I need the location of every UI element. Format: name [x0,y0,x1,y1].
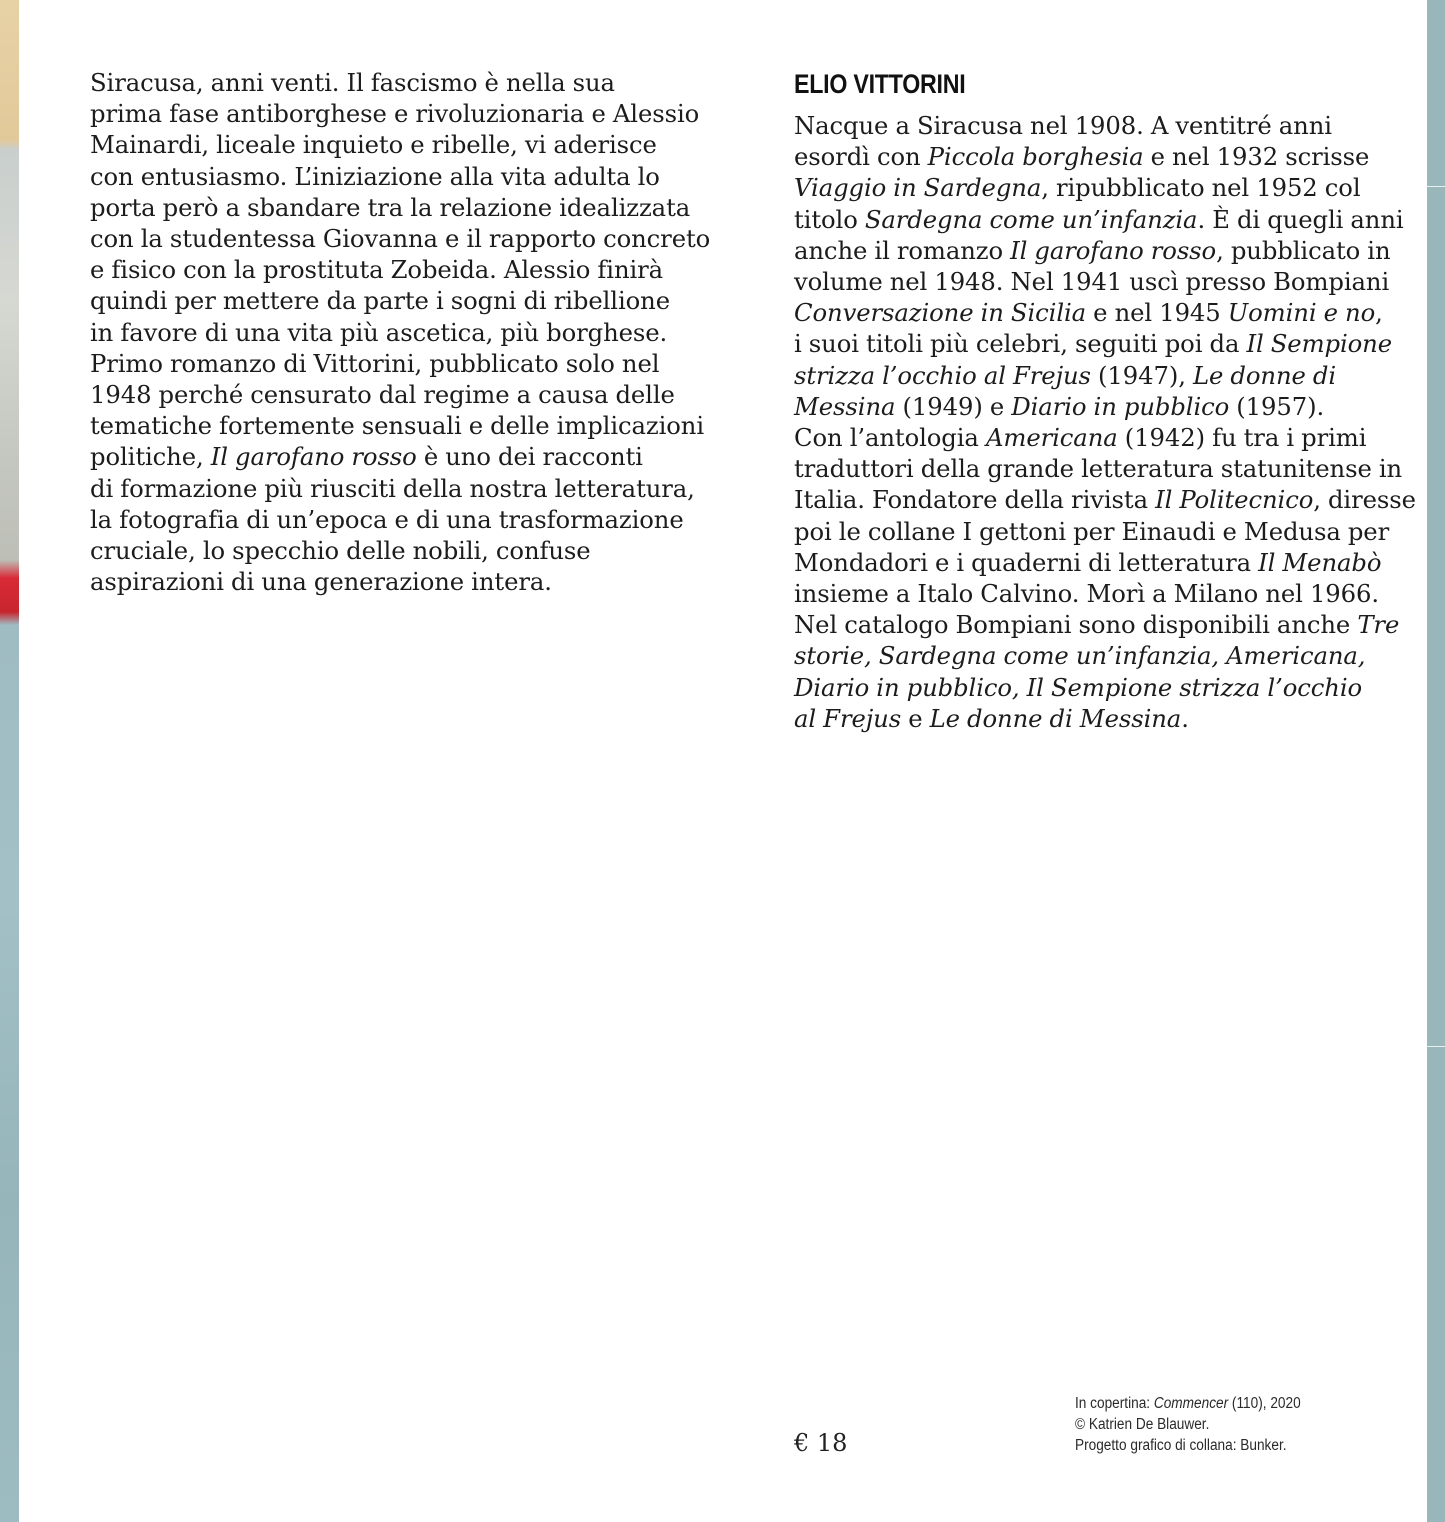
text-run: con entusiasmo. L’iniziazione alla vita adulta lo [90,161,660,191]
text-run: anche il romanzo [794,235,1011,265]
italic-title: Il garofano rosso [1010,235,1217,265]
text-run: . È di quegli anni [1197,204,1404,234]
cover-credit-line [1075,1393,1365,1414]
cover-credits [1075,1393,1365,1456]
italic-title: Il Politecnico [1155,485,1314,515]
text-run: , ripubblicato nel 1952 col [1041,173,1361,203]
text-line [794,235,1394,266]
text-run: titolo [794,204,865,234]
text-run: con la studentessa Giovanna e il rapporto concreto [90,224,711,254]
cover-credit-suffix: (110), 2020 [1228,1395,1301,1412]
italic-title: Uomini e no [1227,298,1376,328]
text-line [90,192,691,223]
design-credit-line: Progetto grafico di collana: Bunker. [1075,1437,1287,1454]
text-run: (1947), [1090,360,1193,390]
text-run: Nel catalogo Bompiani sono disponibili anche [794,610,1358,640]
text-run: Italia. Fondatore della rivista [794,485,1156,515]
text-line [794,547,1394,578]
text-run: tematiche fortemente sensuali e delle implicazioni [90,411,705,441]
text-run: è uno dei racconti [416,442,643,472]
italic-title: Sardegna come un’infanzia [864,204,1198,234]
edge-tick [1427,186,1445,187]
text-line [90,98,700,129]
italic-title: Viaggio in Sardegna [794,173,1042,203]
cover-artwork-edge-right [1427,0,1445,1522]
italic-title: storie, Sardegna come un’infanzia, Americana, [794,641,1366,671]
author-bio [794,110,1416,734]
text-line [794,297,1394,328]
text-line [90,67,670,98]
text-run: Primo romanzo di Vittorini, pubblicato solo nel [90,348,660,378]
text-line [90,410,705,441]
text-run: esordì con [794,142,928,172]
text-line [794,422,1394,453]
italic-title: Diario in pubblico, Il Sempione strizza l’occhio [794,672,1363,702]
text-run: Con l’antologia [794,423,986,453]
text-line [90,473,695,504]
text-run: Nacque a Siracusa nel 1908. A ventitré anni [794,111,1332,140]
copyright-line: © Katrien De Blauwer. [1075,1416,1210,1433]
text-line [794,328,1394,359]
text-run: porta però a sbandare tra la relazione idealizzata [90,192,691,222]
italic-title: al Frejus [794,703,902,733]
text-run: (1942) fu tra i primi [1117,423,1367,453]
text-run: la fotografia di un’epoca e di una trasformazione [90,504,684,534]
text-line [794,672,1394,703]
text-line [90,441,670,472]
italic-title: Le donne di Messina [929,703,1182,733]
text-run: poi le collane I gettoni per Einaudi e Medusa per [794,516,1390,546]
text-line [794,172,1394,203]
text-run: in favore di una vita più ascetica, più borghese. [90,317,668,347]
text-line [90,535,670,566]
text-run: volume nel 1948. Nel 1941 uscì presso Bompiani [794,267,1390,297]
text-line [90,285,670,316]
text-line [794,484,1416,515]
text-line [90,317,670,348]
text-run: politiche, [90,442,211,472]
text-line [794,640,1394,671]
italic-title: strizza l’occhio al Frejus [794,360,1091,390]
text-line [90,129,670,160]
text-run: di formazione più riusciti della nostra letteratura, [90,473,695,503]
author-heading: ELIO VITTORINI [794,69,966,99]
text-run: cruciale, lo specchio delle nobili, confuse [90,536,591,566]
text-line [794,453,1403,484]
italic-title: Americana [985,423,1118,453]
text-run: Mainardi, liceale inquieto e ribelle, vi aderisce [90,130,657,160]
text-line [90,223,711,254]
text-run: e nel 1945 [1086,298,1228,328]
text-run: , [1375,298,1383,328]
italic-title: Il Menabò [1258,547,1382,577]
text-run: Mondadori e i quaderni di letteratura [794,547,1259,577]
italic-title: Diario in pubblico [1011,391,1230,421]
text-run: quindi per mettere da parte i sogni di ribellione [90,286,670,316]
text-run: e fisico con la prostituta Zobeida. Alessio finirà [90,255,664,285]
text-line [794,516,1394,547]
italic-title: Il garofano rosso [210,442,417,472]
text-line [794,266,1394,297]
synopsis-text [90,67,711,597]
text-run: (1949) e [895,391,1012,421]
cover-artwork-title: Commencer [1153,1395,1229,1412]
text-line [90,348,670,379]
text-line [794,391,1394,422]
text-run: e nel 1932 scrisse [1143,142,1370,172]
cover-credit-prefix: In copertina: [1075,1395,1154,1412]
italic-title: Piccola borghesia [927,142,1144,172]
text-line [794,110,1394,141]
text-line [90,161,670,192]
cover-artwork-edge-left [0,0,19,1522]
text-line [90,566,670,597]
text-run: , diresse [1313,485,1416,515]
text-run: insieme a Italo Calvino. Morì a Milano nel 1966. [794,579,1380,609]
price-label: € 18 [794,1429,848,1457]
text-line [794,360,1394,391]
italic-title: Il Sempione [1246,329,1393,359]
text-run: Siracusa, anni venti. Il fascismo è nella sua [90,68,615,97]
text-line [794,703,1394,734]
text-line [794,204,1404,235]
text-run: , pubblicato in [1216,235,1391,265]
edge-tick [1427,1046,1445,1047]
text-run: (1957). [1229,391,1325,421]
text-line [794,578,1394,609]
text-run: prima fase antiborghese e rivoluzionaria e Alessio [90,99,700,129]
text-run: 1948 perché censurato dal regime a causa delle [90,380,675,410]
text-run: . [1181,703,1189,733]
text-line [90,379,675,410]
italic-title: Messina [794,391,896,421]
text-line [90,504,684,535]
text-line [794,141,1394,172]
italic-title: Tre [1357,610,1400,640]
text-line [90,254,670,285]
text-run: traduttori della grande letteratura statunitense in [794,454,1403,484]
text-run: e [901,703,930,733]
italic-title: Le donne di [1192,360,1337,390]
text-run: aspirazioni di una generazione intera. [90,567,552,597]
text-line [794,609,1400,640]
italic-title: Conversazione in Sicilia [794,298,1087,328]
text-run: i suoi titoli più celebri, seguiti poi da [794,329,1247,359]
